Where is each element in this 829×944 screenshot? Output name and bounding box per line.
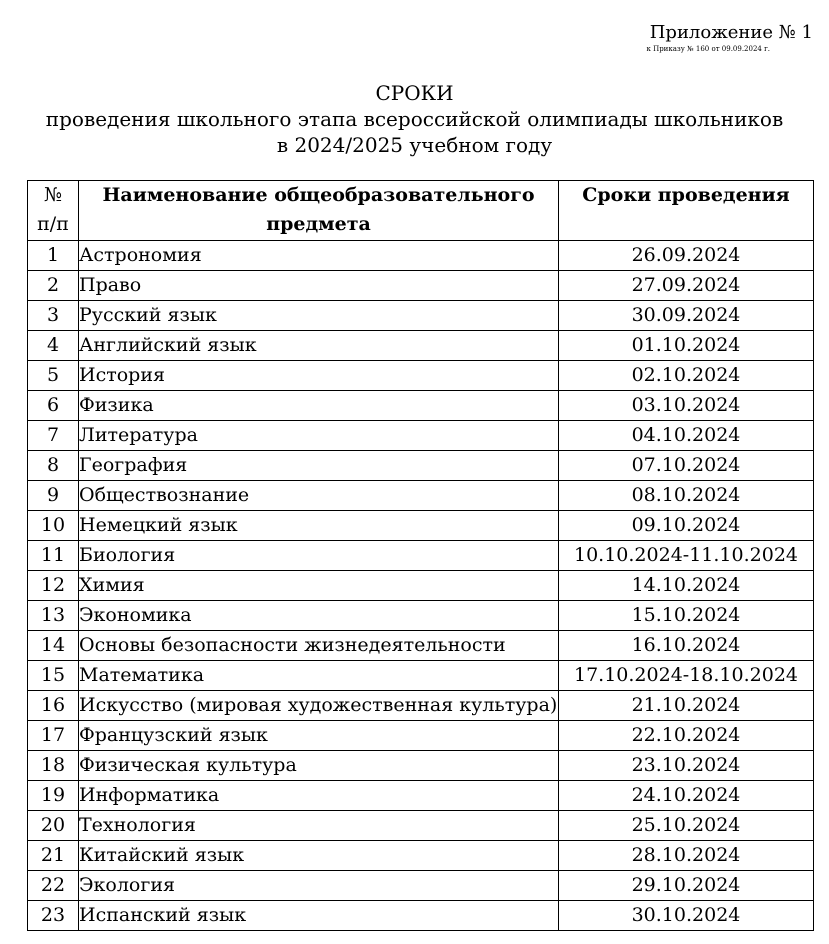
order-reference: к Приказу № 160 от 09.09.2024 г. xyxy=(646,45,770,53)
date-cell: 25.10.2024 xyxy=(559,811,814,841)
subject-cell: Немецкий язык xyxy=(79,511,559,541)
table-row xyxy=(28,541,814,571)
row-number: 1 xyxy=(28,241,79,271)
table-row xyxy=(28,571,814,601)
subject-cell: Обществознание xyxy=(79,481,559,511)
table-row xyxy=(28,631,814,661)
appendix-header xyxy=(646,22,813,54)
date-cell: 26.09.2024 xyxy=(559,241,814,271)
subject-cell: Русский язык xyxy=(79,301,559,331)
row-number: 17 xyxy=(28,721,79,751)
subject-cell: Астрономия xyxy=(79,241,559,271)
table-row xyxy=(28,391,814,421)
row-number: 2 xyxy=(28,271,79,301)
row-number: 15 xyxy=(28,661,79,691)
column-header-number-line1: № xyxy=(44,184,62,206)
date-cell: 16.10.2024 xyxy=(559,631,814,661)
row-number: 7 xyxy=(28,421,79,451)
appendix-title: Приложение № 1 xyxy=(649,22,813,43)
table-row xyxy=(28,241,814,271)
row-number: 3 xyxy=(28,301,79,331)
row-number: 10 xyxy=(28,511,79,541)
date-cell: 02.10.2024 xyxy=(559,361,814,391)
table-body xyxy=(28,241,814,931)
row-number: 12 xyxy=(28,571,79,601)
subject-cell: Экология xyxy=(79,871,559,901)
subject-cell: Литература xyxy=(79,421,559,451)
date-cell: 04.10.2024 xyxy=(559,421,814,451)
title-line-1: СРОКИ xyxy=(375,81,454,105)
row-number: 20 xyxy=(28,811,79,841)
subject-cell: Право xyxy=(79,271,559,301)
subject-cell: Экономика xyxy=(79,601,559,631)
table-row xyxy=(28,301,814,331)
table-row xyxy=(28,841,814,871)
row-number: 19 xyxy=(28,781,79,811)
row-number: 14 xyxy=(28,631,79,661)
row-number: 13 xyxy=(28,601,79,631)
table-row xyxy=(28,721,814,751)
table-row xyxy=(28,481,814,511)
subject-cell: Испанский язык xyxy=(79,901,559,931)
subject-cell: Физическая культура xyxy=(79,751,559,781)
subject-cell: Химия xyxy=(79,571,559,601)
date-cell: 21.10.2024 xyxy=(559,691,814,721)
date-cell: 27.09.2024 xyxy=(559,271,814,301)
row-number: 11 xyxy=(28,541,79,571)
row-number: 22 xyxy=(28,871,79,901)
column-header-number-line2: п/п xyxy=(37,213,69,235)
table-row xyxy=(28,871,814,901)
subject-cell: Физика xyxy=(79,391,559,421)
date-cell: 29.10.2024 xyxy=(559,871,814,901)
column-header-dates: Сроки проведения xyxy=(559,181,814,241)
table-row xyxy=(28,751,814,781)
column-header-number xyxy=(28,181,79,241)
date-cell: 01.10.2024 xyxy=(559,331,814,361)
subject-cell: История xyxy=(79,361,559,391)
date-cell: 10.10.2024-11.10.2024 xyxy=(559,541,814,571)
row-number: 9 xyxy=(28,481,79,511)
title-line-3: в 2024/2025 учебном году xyxy=(276,133,553,157)
subject-cell: Английский язык xyxy=(79,331,559,361)
subject-cell: Основы безопасности жизнедеятельности xyxy=(79,631,559,661)
table-row xyxy=(28,781,814,811)
row-number: 6 xyxy=(28,391,79,421)
subject-cell: Французский язык xyxy=(79,721,559,751)
date-cell: 09.10.2024 xyxy=(559,511,814,541)
table-header-row xyxy=(28,181,814,241)
subject-cell: Биология xyxy=(79,541,559,571)
table-row xyxy=(28,691,814,721)
table-row xyxy=(28,511,814,541)
column-header-subject: Наименование общеобразовательного предмета xyxy=(79,181,559,241)
document-title xyxy=(0,80,829,158)
date-cell: 14.10.2024 xyxy=(559,571,814,601)
row-number: 18 xyxy=(28,751,79,781)
date-cell: 07.10.2024 xyxy=(559,451,814,481)
table-row xyxy=(28,661,814,691)
date-cell: 30.10.2024 xyxy=(559,901,814,931)
subject-cell: Технология xyxy=(79,811,559,841)
date-cell: 03.10.2024 xyxy=(559,391,814,421)
date-cell: 30.09.2024 xyxy=(559,301,814,331)
date-cell: 28.10.2024 xyxy=(559,841,814,871)
date-cell: 24.10.2024 xyxy=(559,781,814,811)
date-cell: 08.10.2024 xyxy=(559,481,814,511)
row-number: 21 xyxy=(28,841,79,871)
subject-cell: География xyxy=(79,451,559,481)
table-row xyxy=(28,421,814,451)
date-cell: 15.10.2024 xyxy=(559,601,814,631)
date-cell: 23.10.2024 xyxy=(559,751,814,781)
row-number: 23 xyxy=(28,901,79,931)
schedule-table xyxy=(27,180,814,931)
row-number: 8 xyxy=(28,451,79,481)
date-cell: 22.10.2024 xyxy=(559,721,814,751)
title-line-2: проведения школьного этапа всероссийской олимпиады школьников xyxy=(45,107,784,131)
table-row xyxy=(28,271,814,301)
row-number: 5 xyxy=(28,361,79,391)
table-row xyxy=(28,361,814,391)
table-row xyxy=(28,601,814,631)
subject-cell: Искусство (мировая художественная культура) xyxy=(79,691,559,721)
table-row xyxy=(28,451,814,481)
row-number: 16 xyxy=(28,691,79,721)
subject-cell: Информатика xyxy=(79,781,559,811)
subject-cell: Математика xyxy=(79,661,559,691)
table-row xyxy=(28,811,814,841)
subject-cell: Китайский язык xyxy=(79,841,559,871)
table-row xyxy=(28,901,814,931)
table-row xyxy=(28,331,814,361)
row-number: 4 xyxy=(28,331,79,361)
date-cell: 17.10.2024-18.10.2024 xyxy=(559,661,814,691)
